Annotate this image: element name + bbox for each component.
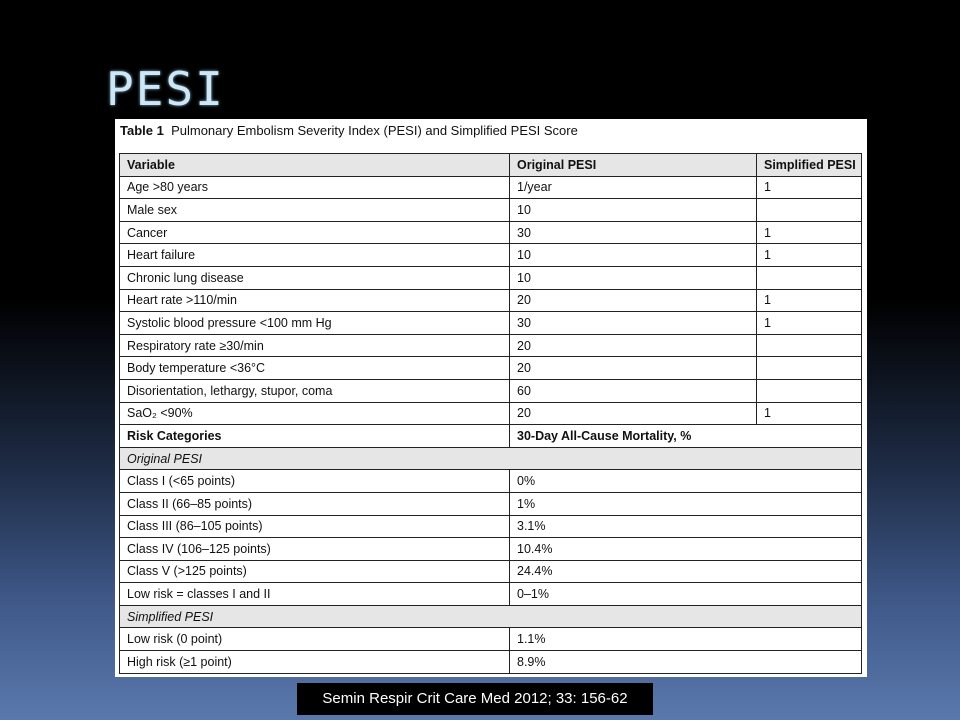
risk-class-name: Class IV (106–125 points) bbox=[120, 538, 510, 561]
simplified-points: 1 bbox=[757, 289, 862, 312]
simplified-points: 1 bbox=[757, 176, 862, 199]
table-row bbox=[120, 199, 862, 222]
mortality-value: 10.4% bbox=[510, 538, 862, 561]
risk-class-name: Low risk (0 point) bbox=[120, 628, 510, 651]
variable-name: Cancer bbox=[120, 221, 510, 244]
table-row bbox=[120, 560, 862, 583]
original-points: 60 bbox=[510, 379, 757, 402]
pesi-table bbox=[119, 153, 862, 674]
simplified-points bbox=[757, 266, 862, 289]
table-panel bbox=[115, 119, 867, 677]
variable-name: Age >80 years bbox=[120, 176, 510, 199]
risk-categories-header-row bbox=[120, 425, 862, 448]
section-label: Simplified PESI bbox=[120, 605, 862, 628]
original-points: 20 bbox=[510, 402, 757, 425]
citation-footer: Semin Respir Crit Care Med 2012; 33: 156-62 bbox=[297, 683, 653, 715]
table-row bbox=[120, 312, 862, 335]
original-points: 10 bbox=[510, 266, 757, 289]
mortality-value: 0–1% bbox=[510, 583, 862, 606]
section-original-pesi bbox=[120, 447, 862, 470]
variable-name: Systolic blood pressure <100 mm Hg bbox=[120, 312, 510, 335]
table-row bbox=[120, 289, 862, 312]
slide-title: PESI bbox=[106, 62, 225, 116]
table-row bbox=[120, 357, 862, 380]
risk-class-name: High risk (≥1 point) bbox=[120, 651, 510, 674]
section-label: Original PESI bbox=[120, 447, 862, 470]
table-row bbox=[120, 515, 862, 538]
risk-class-name: Class V (>125 points) bbox=[120, 560, 510, 583]
table-row bbox=[120, 470, 862, 493]
mortality-header: 30-Day All-Cause Mortality, % bbox=[510, 425, 862, 448]
table-row bbox=[120, 334, 862, 357]
table-row bbox=[120, 379, 862, 402]
variable-name: Male sex bbox=[120, 199, 510, 222]
table-row bbox=[120, 538, 862, 561]
variable-name: Disorientation, lethargy, stupor, coma bbox=[120, 379, 510, 402]
mortality-value: 8.9% bbox=[510, 651, 862, 674]
variable-name: Respiratory rate ≥30/min bbox=[120, 334, 510, 357]
risk-categories-label: Risk Categories bbox=[120, 425, 510, 448]
simplified-points: 1 bbox=[757, 221, 862, 244]
table-row bbox=[120, 583, 862, 606]
mortality-value: 1.1% bbox=[510, 628, 862, 651]
original-points: 10 bbox=[510, 199, 757, 222]
header-original-pesi: Original PESI bbox=[510, 154, 757, 177]
original-points: 20 bbox=[510, 357, 757, 380]
simplified-points: 1 bbox=[757, 312, 862, 335]
risk-class-name: Class II (66–85 points) bbox=[120, 492, 510, 515]
variable-name: Body temperature <36°C bbox=[120, 357, 510, 380]
header-simplified-pesi: Simplified PESI bbox=[757, 154, 862, 177]
simplified-points bbox=[757, 334, 862, 357]
simplified-points bbox=[757, 379, 862, 402]
risk-class-name: Class III (86–105 points) bbox=[120, 515, 510, 538]
table-label: Table 1 bbox=[120, 123, 164, 138]
mortality-value: 0% bbox=[510, 470, 862, 493]
risk-class-name: Class I (<65 points) bbox=[120, 470, 510, 493]
table-row bbox=[120, 402, 862, 425]
table-caption-text: Pulmonary Embolism Severity Index (PESI) and Simplified PESI Score bbox=[171, 123, 578, 138]
simplified-points bbox=[757, 199, 862, 222]
risk-class-name: Low risk = classes I and II bbox=[120, 583, 510, 606]
table-row bbox=[120, 221, 862, 244]
simplified-points: 1 bbox=[757, 402, 862, 425]
variable-name: SaO₂ <90% bbox=[120, 402, 510, 425]
mortality-value: 1% bbox=[510, 492, 862, 515]
mortality-value: 3.1% bbox=[510, 515, 862, 538]
original-points: 20 bbox=[510, 289, 757, 312]
section-simplified-pesi bbox=[120, 605, 862, 628]
original-points: 30 bbox=[510, 221, 757, 244]
simplified-points: 1 bbox=[757, 244, 862, 267]
variable-name: Heart failure bbox=[120, 244, 510, 267]
table-header-row bbox=[120, 154, 862, 177]
original-points: 1/year bbox=[510, 176, 757, 199]
original-points: 10 bbox=[510, 244, 757, 267]
variable-name: Heart rate >110/min bbox=[120, 289, 510, 312]
original-points: 30 bbox=[510, 312, 757, 335]
table-row bbox=[120, 492, 862, 515]
mortality-value: 24.4% bbox=[510, 560, 862, 583]
table-row bbox=[120, 176, 862, 199]
table-row bbox=[120, 651, 862, 674]
table-row bbox=[120, 628, 862, 651]
variable-name: Chronic lung disease bbox=[120, 266, 510, 289]
original-points: 20 bbox=[510, 334, 757, 357]
table-row bbox=[120, 266, 862, 289]
simplified-points bbox=[757, 357, 862, 380]
header-variable: Variable bbox=[120, 154, 510, 177]
table-row bbox=[120, 244, 862, 267]
table-caption bbox=[119, 119, 863, 153]
